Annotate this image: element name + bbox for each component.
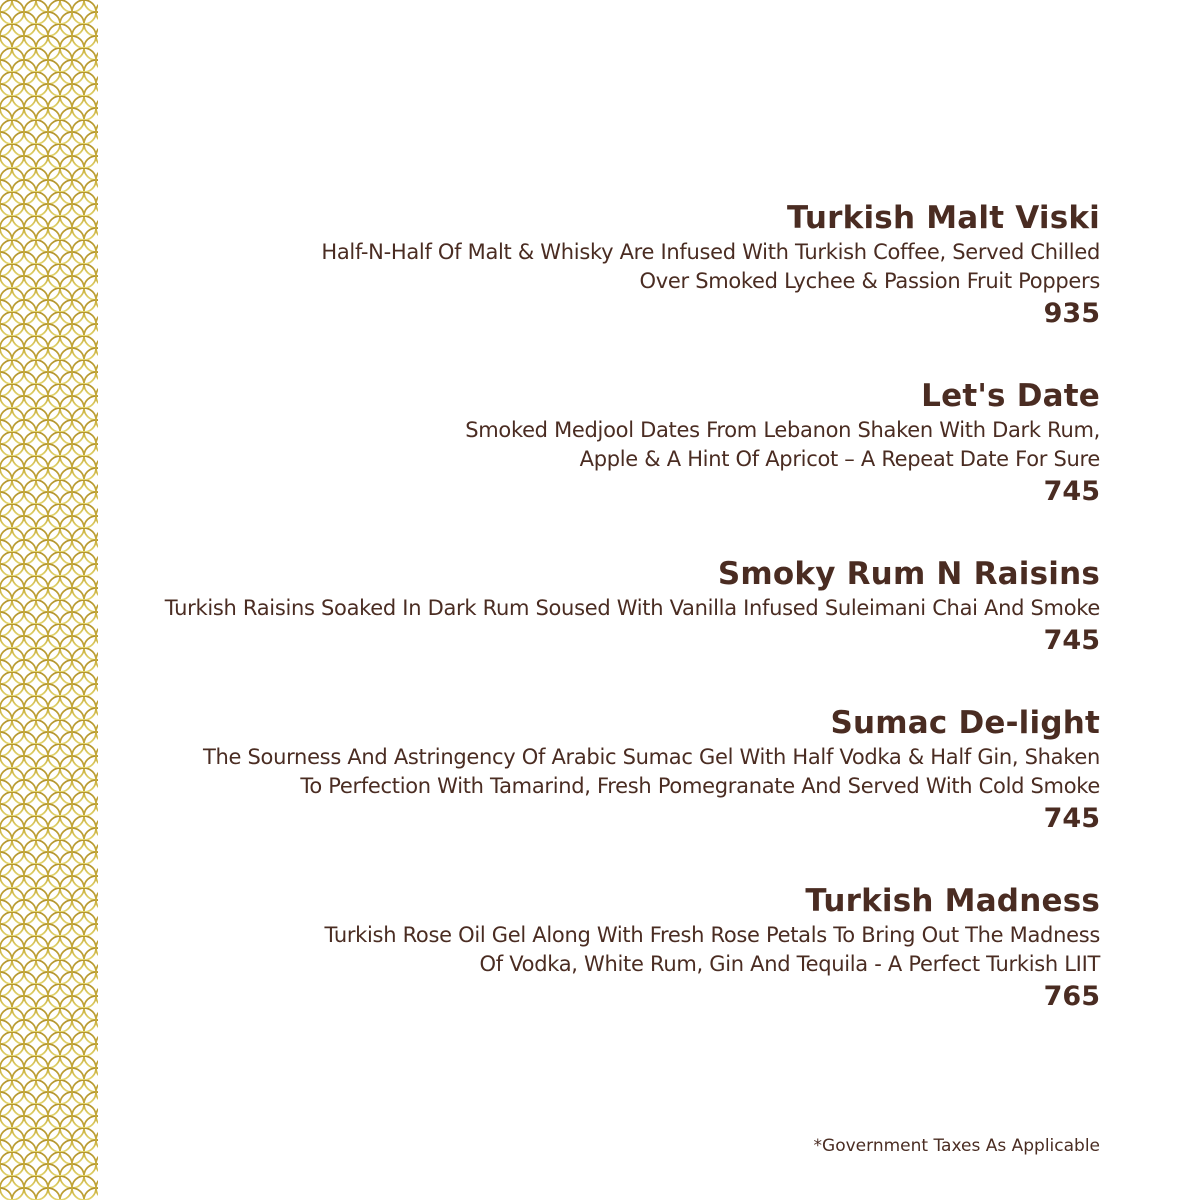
item-price: 935 — [1043, 298, 1100, 329]
item-description — [140, 238, 1100, 296]
item-name: Sumac De-light — [830, 705, 1100, 741]
item-description — [140, 416, 1100, 474]
menu-item-sumac-de-light — [140, 703, 1100, 837]
menu-item-turkish-malt-viski — [140, 198, 1100, 332]
description-line: Over Smoked Lychee & Passion Fruit Poppers — [639, 269, 1100, 293]
item-price: 745 — [1043, 803, 1100, 834]
menu-item-turkish-madness — [140, 881, 1100, 1015]
description-line: Turkish Rose Oil Gel Along With Fresh Rose Petals To Bring Out The Madness — [324, 923, 1100, 947]
description-line: The Sourness And Astringency Of Arabic Sumac Gel With Half Vodka & Half Gin, Shaken — [202, 745, 1100, 769]
menu-item-smoky-rum-n-raisins — [140, 554, 1100, 659]
description-line: To Perfection With Tamarind, Fresh Pomegranate And Served With Cold Smoke — [300, 774, 1100, 798]
quatrefoil-lattice-pattern-icon — [0, 0, 98, 1200]
decorative-pattern-strip — [0, 0, 98, 1200]
description-line: Of Vodka, White Rum, Gin And Tequila - A Perfect Turkish LIIT — [479, 952, 1100, 976]
description-line: Half-N-Half Of Malt & Whisky Are Infused With Turkish Coffee, Served Chilled — [321, 240, 1100, 264]
menu-item-lets-date — [140, 376, 1100, 510]
description-line: Smoked Medjool Dates From Lebanon Shaken With Dark Rum, — [465, 418, 1100, 442]
item-description — [140, 594, 1100, 623]
cocktail-menu — [140, 198, 1100, 1059]
item-name: Smoky Rum N Raisins — [717, 556, 1100, 592]
description-line: Turkish Raisins Soaked In Dark Rum Soused With Vanilla Infused Suleimani Chai And Smoke — [164, 596, 1100, 620]
item-description — [140, 743, 1100, 801]
item-name: Turkish Malt Viski — [786, 200, 1100, 236]
item-description — [140, 921, 1100, 979]
item-price: 745 — [1043, 625, 1100, 656]
item-price: 745 — [1043, 476, 1100, 507]
item-name: Let's Date — [921, 378, 1100, 414]
description-line: Apple & A Hint Of Apricot – A Repeat Date For Sure — [579, 447, 1100, 471]
tax-note: *Government Taxes As Applicable — [813, 1136, 1100, 1156]
item-price: 765 — [1043, 981, 1100, 1012]
item-name: Turkish Madness — [805, 883, 1100, 919]
